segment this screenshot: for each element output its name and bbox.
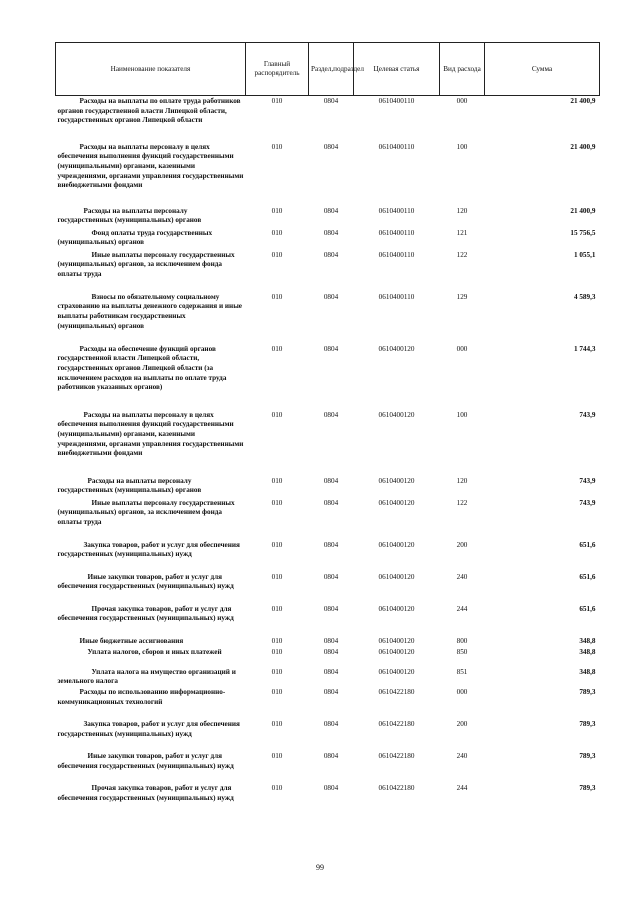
cell-v: 100 [456,410,468,419]
cell-sum: 651,6 [579,572,596,581]
table-row [56,250,600,292]
cell-name: Расходы на выплаты персоналу государственных (муниципальных) органов [57,206,202,225]
cell-t: 0610400120 [378,636,415,645]
cell-name: Расходы по использованию информационно-коммуникационных технологий [57,687,226,706]
cell-v: 100 [456,142,468,151]
table-header [56,43,600,96]
table-row [56,783,600,817]
cell-t: 0610422180 [378,783,415,792]
table-row [56,572,600,604]
cell-v: 244 [456,604,468,613]
table-row [56,228,600,250]
cell-name: Уплата налога на имущество организаций и земельного налога [57,667,236,686]
cell-v: 800 [456,636,468,645]
budget-table [55,42,600,817]
cell-a: 010 [271,572,283,581]
table-row [56,687,600,719]
cell-a: 010 [271,97,283,105]
cell-a: 010 [271,540,283,549]
cell-sum: 21 400,9 [570,97,596,105]
cell-t: 0610422180 [378,751,415,760]
cell-name: Расходы на выплаты по оплате труда работников органов государственной власти Липецкой области, государственных органов Липецкой области [57,97,241,125]
cell-s: 0804 [323,498,339,507]
cell-sum: 743,9 [579,410,596,419]
table-row [56,667,600,687]
cell-a: 010 [271,410,283,419]
cell-v: 120 [456,476,468,485]
table-row [56,636,600,647]
cell-a: 010 [271,667,283,676]
cell-s: 0804 [323,751,339,760]
cell-a: 010 [271,636,283,645]
cell-sum: 651,6 [579,540,596,549]
cell-s: 0804 [323,647,339,656]
cell-sum: 21 400,9 [570,142,596,151]
cell-v: 122 [456,250,468,259]
cell-a: 010 [271,783,283,792]
cell-name: Закупка товаров, работ и услуг для обеспечения государственных (муниципальных) нужд [57,540,240,559]
cell-v: 000 [456,97,468,105]
cell-sum: 348,8 [579,667,596,676]
table-row [56,498,600,540]
cell-s: 0804 [323,142,339,151]
cell-sum: 348,8 [579,636,596,645]
cell-s: 0804 [323,292,339,301]
header-sum: Сумма [485,43,600,96]
cell-s: 0804 [323,783,339,792]
cell-t: 0610400120 [378,476,415,485]
cell-v: 240 [456,751,468,760]
cell-name: Иные бюджетные ассигнования [79,636,184,645]
cell-sum: 789,3 [579,783,596,792]
table-row [56,647,600,667]
table-row [56,142,600,206]
cell-s: 0804 [323,572,339,581]
cell-t: 0610422180 [378,719,415,728]
cell-name: Расходы на выплаты персоналу в целях обеспечения выполнения функций государственными (муниципальными) органами, казенными учреждениями, органами управления государственными внебюджетными фондами [57,410,244,458]
cell-t: 0610400110 [378,228,415,237]
cell-s: 0804 [323,228,339,237]
cell-t: 0610400120 [378,572,415,581]
header-section: Раздел,подраздел [309,43,354,96]
cell-s: 0804 [323,476,339,485]
cell-sum: 789,3 [579,751,596,760]
cell-name: Иные закупки товаров, работ и услуг для обеспечения государственных (муниципальных) нужд [57,751,234,770]
cell-s: 0804 [323,344,339,353]
cell-name: Расходы на выплаты персоналу в целях обеспечения выполнения функций государственными (муниципальными) органами, казенными учреждениями, органами управления государственными внебюджетными фондами [57,142,244,190]
cell-a: 010 [271,228,283,237]
cell-a: 010 [271,344,283,353]
cell-sum: 789,3 [579,687,596,696]
cell-t: 0610400120 [378,410,415,419]
header-target: Целевая статья [354,43,440,96]
table-row [56,751,600,783]
cell-a: 010 [271,142,283,151]
cell-name: Иные закупки товаров, работ и услуг для обеспечения государственных (муниципальных) нужд [57,572,234,591]
header-admin: Главный распорядитель [246,43,309,96]
cell-sum: 348,8 [579,647,596,656]
cell-sum: 15 756,5 [570,228,596,237]
table-row [56,476,600,498]
cell-name: Взносы по обязательному социальному страхованию на выплаты денежного содержания и иные выплаты работникам государственных (муниципальных) органов [57,292,243,330]
cell-s: 0804 [323,540,339,549]
budget-table-page [55,42,599,817]
cell-s: 0804 [323,410,339,419]
cell-s: 0804 [323,687,339,696]
cell-a: 010 [271,687,283,696]
table-row [56,604,600,636]
cell-t: 0610400120 [378,498,415,507]
cell-name: Иные выплаты персоналу государственных (муниципальных) органов, за исключением фонда оплаты труда [57,250,235,278]
cell-v: 121 [456,228,468,237]
cell-name: Закупка товаров, работ и услуг для обеспечения государственных (муниципальных) нужд [57,719,240,738]
cell-a: 010 [271,206,283,215]
table-row [56,344,600,410]
cell-t: 0610400120 [378,647,415,656]
cell-s: 0804 [323,97,339,105]
cell-sum: 21 400,9 [570,206,596,215]
cell-name: Расходы на выплаты персоналу государственных (муниципальных) органов [57,476,202,495]
cell-t: 0610400110 [378,250,415,259]
table-row [56,540,600,572]
cell-a: 010 [271,647,283,656]
cell-a: 010 [271,751,283,760]
cell-v: 120 [456,206,468,215]
cell-s: 0804 [323,636,339,645]
cell-a: 010 [271,604,283,613]
cell-name: Прочая закупка товаров, работ и услуг для обеспечения государственных (муниципальных) нужд [57,783,234,802]
cell-sum: 743,9 [579,498,596,507]
cell-name: Иные выплаты персоналу государственных (муниципальных) органов, за исключением фонда оплаты труда [57,498,235,526]
cell-sum: 1 055,1 [573,250,596,259]
cell-v: 244 [456,783,468,792]
cell-name: Уплата налогов, сборов и иных платежей [87,647,222,656]
cell-s: 0804 [323,667,339,676]
cell-t: 0610400120 [378,667,415,676]
cell-v: 000 [456,344,468,353]
cell-t: 0610400120 [378,604,415,613]
cell-v: 200 [456,540,468,549]
cell-sum: 789,3 [579,719,596,728]
cell-v: 850 [456,647,468,656]
cell-sum: 651,6 [579,604,596,613]
cell-s: 0804 [323,719,339,728]
cell-s: 0804 [323,206,339,215]
cell-v: 122 [456,498,468,507]
table-row [56,719,600,751]
cell-a: 010 [271,476,283,485]
cell-v: 200 [456,719,468,728]
header-name: Наименование показателя [56,43,246,96]
cell-v: 000 [456,687,468,696]
cell-name: Фонд оплаты труда государственных (муниципальных) органов [57,228,213,247]
cell-t: 0610400110 [378,206,415,215]
cell-s: 0804 [323,250,339,259]
cell-t: 0610400110 [378,142,415,151]
table-row [56,410,600,476]
cell-t: 0610400110 [378,97,415,105]
cell-sum: 743,9 [579,476,596,485]
table-row [56,206,600,228]
cell-v: 851 [456,667,468,676]
cell-a: 010 [271,292,283,301]
cell-a: 010 [271,498,283,507]
page-number: 99 [316,863,324,872]
cell-t: 0610400120 [378,540,415,549]
table-body [56,96,600,817]
cell-a: 010 [271,250,283,259]
cell-v: 129 [456,292,468,301]
cell-sum: 1 744,3 [573,344,596,353]
cell-s: 0804 [323,604,339,613]
cell-name: Прочая закупка товаров, работ и услуг для обеспечения государственных (муниципальных) нужд [57,604,234,623]
header-type: Вид расхода [440,43,485,96]
table-row [56,96,600,142]
cell-v: 240 [456,572,468,581]
table-row [56,292,600,344]
cell-name: Расходы на обеспечение функций органов государственной власти Липецкой области, государственных органов Липецкой области (за исключением расходов на выплаты по оплате труда работников указанных органов) [57,344,227,392]
cell-t: 0610400120 [378,344,415,353]
cell-t: 0610400110 [378,292,415,301]
cell-sum: 4 589,3 [573,292,596,301]
cell-t: 0610422180 [378,687,415,696]
cell-a: 010 [271,719,283,728]
